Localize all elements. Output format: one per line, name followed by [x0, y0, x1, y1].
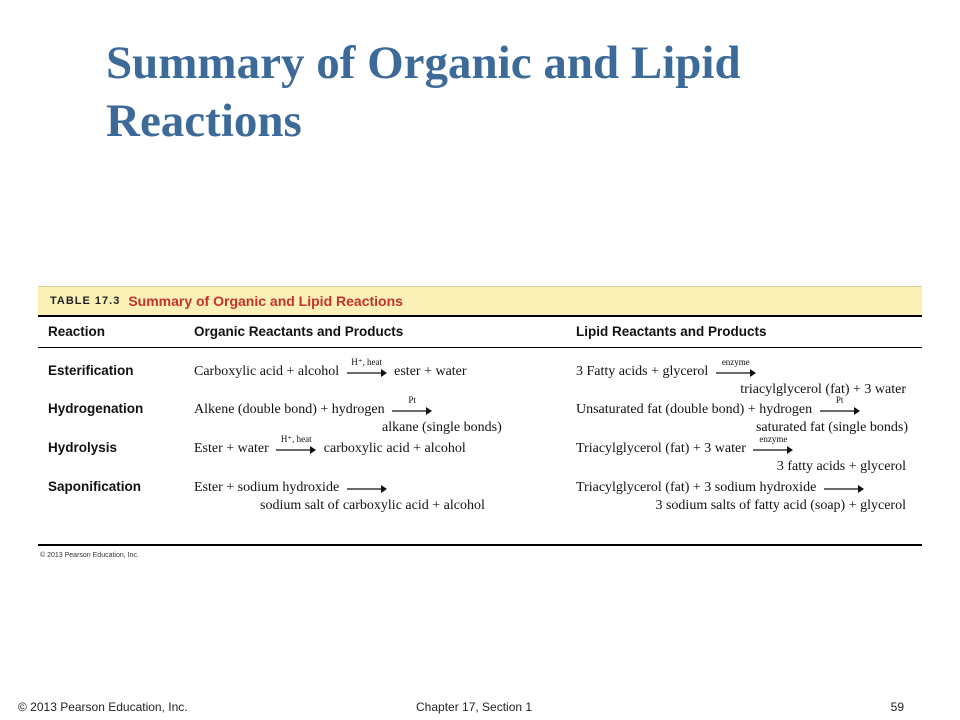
table-body	[38, 348, 922, 546]
arrow-condition: enzyme	[759, 433, 788, 444]
arrow-condition: H⁺, heat	[280, 433, 312, 444]
reaction-arrow-icon	[347, 356, 387, 377]
lipid-reactants: Unsaturated fat (double bond) + hydrogen	[576, 402, 813, 417]
lipid-products: triacylglycerol (fat) + 3 water	[740, 382, 906, 397]
reaction-name: Hydrolysis	[48, 440, 118, 455]
table-number: TABLE 17.3	[50, 295, 121, 307]
lipid-products: 3 sodium salts of fatty acid (soap) + glycerol	[655, 498, 906, 513]
reaction-arrow-icon	[347, 483, 387, 493]
reaction-name: Esterification	[48, 363, 134, 378]
reaction-arrow-icon	[392, 394, 432, 415]
organic-equation	[194, 480, 391, 496]
reaction-name: Hydrogenation	[48, 401, 144, 416]
reaction-arrow-icon	[820, 394, 860, 415]
footer-chapter: Chapter 17, Section 1	[416, 700, 533, 714]
reaction-arrow-icon	[716, 356, 756, 377]
page-number: 59	[890, 700, 904, 714]
arrow-condition: Pt	[408, 394, 416, 405]
footer-copyright: © 2013 Pearson Education, Inc.	[18, 700, 188, 714]
lipid-equation	[576, 356, 760, 380]
column-header-organic: Organic Reactants and Products	[194, 324, 404, 339]
organic-products: carboxylic acid + alcohol	[323, 441, 466, 456]
lipid-reactants: Triacylglycerol (fat) + 3 sodium hydroxide	[576, 480, 817, 495]
lipid-equation	[576, 394, 864, 418]
lipid-reactants: Triacylglycerol (fat) + 3 water	[576, 441, 746, 456]
table-title: Summary of Organic and Lipid Reactions	[128, 293, 403, 309]
lipid-equation	[576, 480, 868, 496]
lipid-reactants: 3 Fatty acids + glycerol	[576, 364, 709, 379]
reaction-table	[38, 286, 922, 559]
slide-title: Summary of Organic and Lipid Reactions	[106, 37, 741, 147]
column-header-lipid: Lipid Reactants and Products	[576, 324, 767, 339]
arrow-condition: H⁺, heat	[351, 356, 383, 367]
organic-reactants: Alkene (double bond) + hydrogen	[194, 402, 385, 417]
column-header-reaction: Reaction	[48, 324, 106, 339]
lipid-products: saturated fat (single bonds)	[755, 420, 908, 435]
organic-equation	[194, 356, 467, 380]
organic-reactants: Ester + water	[194, 441, 269, 456]
organic-reactants: Ester + sodium hydroxide	[194, 480, 340, 495]
organic-equation	[194, 433, 466, 457]
arrow-condition: enzyme	[721, 356, 750, 367]
organic-reactants: Carboxylic acid + alcohol	[194, 364, 340, 379]
lipid-equation	[576, 433, 797, 457]
reaction-name: Saponification	[48, 479, 142, 494]
arrow-condition: Pt	[835, 394, 844, 405]
table-header	[38, 286, 922, 315]
reaction-arrow-icon	[753, 433, 793, 454]
organic-equation	[194, 394, 436, 418]
column-headers	[38, 315, 922, 348]
reaction-arrow-icon	[276, 433, 316, 454]
organic-products: alkane (single bonds)	[382, 420, 502, 435]
table-copyright: © 2013 Pearson Education, Inc.	[40, 552, 139, 559]
organic-products: ester + water	[394, 364, 467, 379]
reaction-arrow-icon	[824, 483, 864, 493]
lipid-products: 3 fatty acids + glycerol	[776, 459, 906, 474]
organic-products: sodium salt of carboxylic acid + alcohol	[260, 498, 485, 513]
